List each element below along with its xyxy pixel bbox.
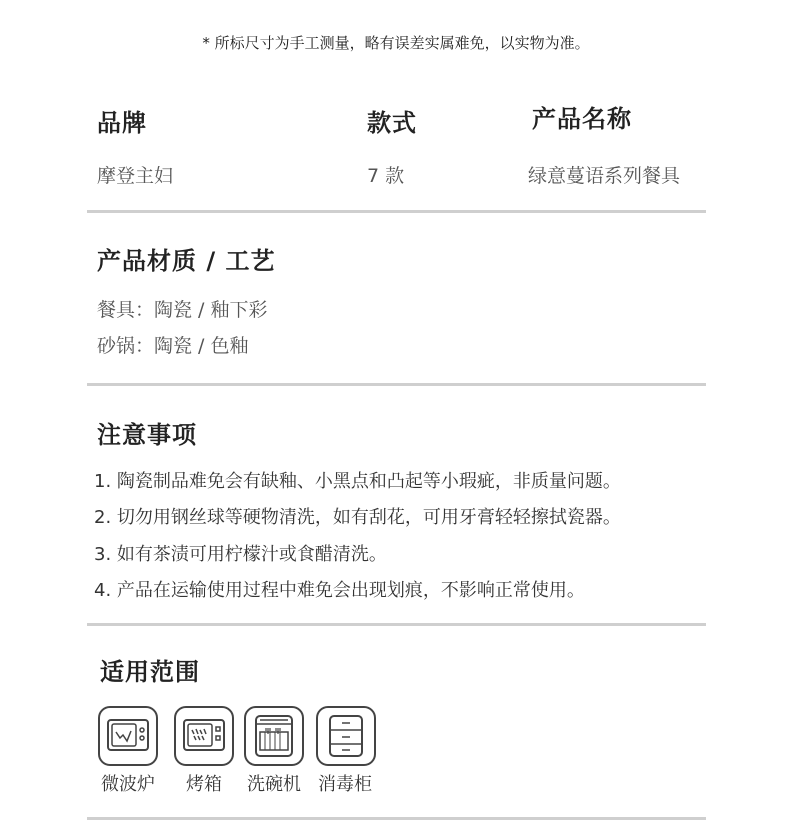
usage-title: 适用范围 <box>100 658 200 686</box>
divider <box>87 817 706 820</box>
style-value: 7 款 <box>367 165 405 187</box>
divider <box>87 623 706 626</box>
notice-title: 注意事项 <box>97 421 197 449</box>
notice-item: 4. 产品在运输使用过程中难免会出现划痕，不影响正常使用。 <box>94 580 585 601</box>
divider <box>87 210 706 213</box>
oven-label: 烤箱 <box>186 774 222 795</box>
notice-item: 2. 切勿用钢丝球等硬物清洗，如有刮花，可用牙膏轻轻擦拭瓷器。 <box>94 507 621 528</box>
oven-icon <box>174 706 234 766</box>
style-label: 款式 <box>367 109 417 137</box>
measurement-note: * 所标尺寸为手工测量，略有误差实属难免，以实物为准。 <box>202 34 590 52</box>
material-line: 餐具：陶瓷 / 釉下彩 <box>97 299 268 321</box>
product-name-value: 绿意蔓语系列餐具 <box>528 165 681 187</box>
brand-value: 摩登主妇 <box>97 165 174 187</box>
notice-item: 3. 如有茶渍可用柠檬汁或食醋清洗。 <box>94 544 387 565</box>
brand-label: 品牌 <box>97 109 147 137</box>
dishwasher-label: 洗碗机 <box>247 774 301 795</box>
sterilizer-cabinet-label: 消毒柜 <box>318 774 372 795</box>
material-line: 砂锅：陶瓷 / 色釉 <box>97 335 249 357</box>
microwave-label: 微波炉 <box>101 774 155 795</box>
notice-item: 1. 陶瓷制品难免会有缺釉、小黑点和凸起等小瑕疵，非质量问题。 <box>94 471 621 492</box>
dishwasher-icon <box>244 706 304 766</box>
microwave-icon <box>98 706 158 766</box>
material-title: 产品材质 / 工艺 <box>97 247 276 275</box>
divider <box>87 383 706 386</box>
product-name-label: 产品名称 <box>532 105 632 133</box>
sterilizer-cabinet-icon <box>316 706 376 766</box>
